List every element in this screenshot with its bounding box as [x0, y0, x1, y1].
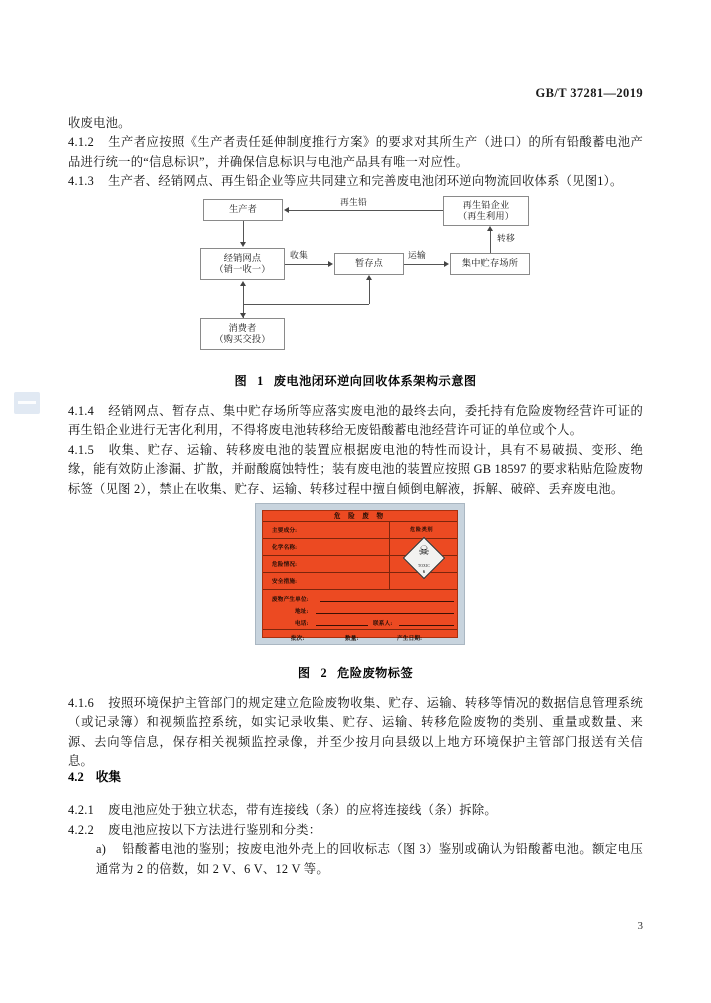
label-fill-line [316, 613, 454, 614]
clause-number: 4.1.5 [68, 442, 95, 457]
clause-4-1-6 [68, 694, 643, 772]
figure-title: 危险废物标签 [337, 666, 414, 680]
label-field-date: 产生日期: [397, 636, 423, 642]
flow-arrow-right [444, 261, 449, 267]
clause-number: 4.1.6 [68, 696, 95, 710]
label-field-hazard-situation: 危险情况: [272, 562, 298, 568]
flow-node-label: 集中贮存场所 [461, 258, 519, 269]
flow-node-sublabel: （购买交投） [214, 334, 271, 344]
standard-number-header: GB/T 37281—2019 [535, 86, 643, 100]
flow-arrow-down [240, 242, 246, 247]
flow-node-label: 暂存点 [354, 258, 384, 269]
label-field-batch: 批次: [291, 636, 305, 642]
label-hazard-category-title: 危险类别 [410, 527, 434, 533]
label-field-main-component: 主要成分: [272, 528, 298, 534]
label-field-chemical-name: 化学名称: [272, 545, 298, 551]
flow-arrow-up [487, 226, 493, 231]
figure-1-flow-diagram [68, 196, 643, 368]
flow-node-label: 再生铅企业 [462, 199, 510, 210]
clause-text: 生产者应按照《生产者责任延伸制度推行方案》的要求对其所生产（进口）的所有铅酸蓄电池产品进行统一的“信息标识”，并确保信息标识与电池产品具有唯一对应性。 [68, 135, 643, 169]
clause-4-2-2 [68, 821, 643, 840]
flow-node-sublabel: （销一收一） [214, 264, 271, 274]
label-rule [263, 629, 457, 630]
clause-4-1-4 [68, 402, 643, 441]
flow-node-recycler [443, 196, 529, 226]
section-heading-4-2 [68, 768, 643, 787]
label-fill-line [320, 601, 454, 602]
clause-text: 废电池应处于独立状态，带有连接线（条）的应将连接线（条）拆除。 [108, 803, 497, 818]
hazard-diamond-subtext: TOXIC [418, 564, 430, 568]
flow-edge-recycler-to-producer [289, 210, 443, 211]
figure-title: 废电池闭环逆向回收体系架构示意图 [273, 374, 477, 388]
label-rule [263, 521, 457, 522]
label-field-address: 地址: [295, 609, 309, 615]
flow-node-dealer [200, 248, 285, 280]
flow-arrow-up [240, 281, 246, 286]
flow-edge-loop-horizontal [243, 304, 369, 305]
label-field-phone: 电话: [295, 621, 309, 627]
label-divider-vertical [389, 521, 390, 589]
clause-text: 收集、贮存、运输、转移废电池的装置应根据废电池的特性而设计，具有不易破损、变形、绝缘，能有效防止渗漏、扩散，并耐酸腐蚀特性；装有废电池的装置应按照 GB 18597 的要求粘贴危险废物标签（见图 2），禁止在收集、贮存、运输、转移过程中擅自倾倒电解液，拆解、破碎、丢弃废电池。 [68, 442, 643, 496]
label-field-contact: 联系人: [373, 621, 393, 627]
list-item-text: 铅酸蓄电池的鉴别；按废电池外壳上的回收标志（图 3）鉴别或确认为铅酸蓄电池。额定电压通常为 2 的倍数，如 2 V、6 V、12 V 等。 [96, 842, 643, 876]
flow-node-central-store [450, 253, 530, 275]
clause-text: 按照环境保护主管部门的规定建立危险废物收集、贮存、运输、转移等情况的数据信息管理系统（或记录簿）和视频监控系统，如实记录收集、贮存、运输、转移危险废物的类别、重量或数量、来源、去向等信息，保存相关视频监控录像，并至少按月向县级以上地方环境保护主管部门报送有关信息。 [68, 696, 643, 769]
clause-4-1-5 [68, 441, 643, 499]
clause-number: 4.1.4 [68, 404, 95, 418]
clause-4-1-3 [68, 172, 643, 191]
label-fill-line [316, 625, 368, 626]
flow-node-label: 生产者 [228, 204, 258, 215]
label-fill-line [399, 625, 454, 626]
flow-arrow-down [240, 313, 246, 318]
label-title: 危 险 废 物 [333, 513, 387, 520]
figure-2-hazardous-waste-label [255, 503, 465, 645]
margin-watermark-smudge [14, 392, 40, 414]
flow-edge-label-transfer: 转移 [497, 233, 515, 243]
label-field-quantity: 数量: [345, 636, 359, 642]
clause-text: 废电池应按以下方法进行鉴别和分类： [108, 822, 322, 837]
flow-arrow-left [284, 207, 289, 213]
body-text-top [68, 114, 643, 192]
flow-node-label: 消费者 [228, 322, 257, 333]
flow-edge-temp-to-central [404, 264, 445, 265]
flow-edge-central-to-recycler [490, 230, 491, 253]
continued-line: 收废电池。 [68, 116, 131, 130]
flow-arrow-up [366, 275, 372, 280]
page-number: 3 [637, 920, 643, 932]
hazard-diamond-group [403, 537, 445, 579]
clause-number: 4.2.1 [68, 803, 95, 818]
hazardous-waste-label-card [262, 510, 458, 642]
flow-diagram-canvas [68, 196, 643, 368]
figure-number: 2 [320, 666, 328, 680]
flow-node-sublabel: （再生利用） [457, 211, 515, 221]
flow-edge-label-recycled-lead: 再生铅 [340, 197, 367, 207]
figure-label: 图 [234, 374, 248, 388]
clause-4-2-1 [68, 801, 643, 820]
list-item-a [68, 840, 643, 879]
hazard-class-number: 6 [423, 569, 425, 574]
flow-node-consumer [200, 318, 285, 350]
label-field-safety-measures: 安全措施: [272, 579, 298, 585]
figure-label: 图 [297, 666, 311, 680]
clause-number: 4.1.2 [68, 135, 95, 150]
clause-number: 4.2.2 [68, 822, 95, 837]
figure-number: 1 [257, 374, 264, 388]
section-4-2 [68, 768, 643, 879]
clause-4-1-2 [68, 133, 643, 172]
clause-text: 生产者、经销网点、再生铅企业等应共同建立和完善废电池闭环逆向物流回收体系（见图1）。 [108, 174, 623, 189]
flow-edge-loop-vertical [369, 280, 370, 304]
label-field-producer-unit: 废物产生单位: [272, 597, 309, 603]
flow-node-producer [203, 199, 283, 221]
flow-edge-dealer-to-temp [285, 264, 329, 265]
section-title: 收集 [95, 770, 121, 784]
spacer [68, 787, 643, 801]
figure-2-caption [68, 664, 643, 681]
flow-edge-producer-to-dealer [243, 221, 244, 243]
flow-node-label: 经销网点 [223, 252, 262, 263]
skull-crossbones-icon: ☠ [418, 543, 430, 558]
flow-edge-label-collect: 收集 [290, 250, 308, 260]
flow-edge-label-transport: 运输 [408, 250, 426, 260]
body-text-middle [68, 402, 643, 499]
clause-number: 4.1.3 [68, 174, 95, 189]
body-text-lower [68, 694, 643, 772]
list-marker: a) [96, 842, 107, 857]
flow-node-temp-store [334, 253, 404, 275]
label-rule [263, 589, 457, 590]
clause-text: 经销网点、暂存点、集中贮存场所等应落实废电池的最终去向，委托持有危险废物经营许可证的再生铅企业进行无害化利用，不得将废电池转移给无废铅酸蓄电池经营许可证的单位或个人。 [68, 404, 643, 438]
figure-1-caption [68, 372, 643, 389]
section-number: 4.2 [68, 770, 84, 784]
flow-arrow-right [328, 261, 333, 267]
